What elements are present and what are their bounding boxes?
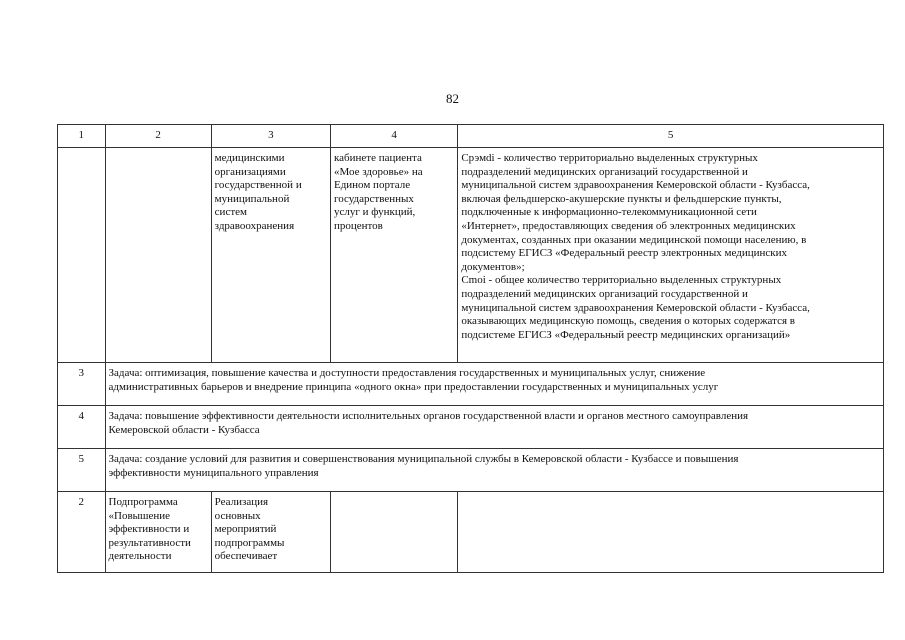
indicators-table bbox=[57, 124, 884, 573]
task-text bbox=[105, 363, 883, 406]
task-row bbox=[58, 406, 884, 449]
text-line: Кемеровской области - Кузбасса bbox=[108, 423, 260, 436]
text-line: эффективности муниципального управления bbox=[108, 466, 319, 479]
text-line: «Мое здоровье» на bbox=[333, 165, 423, 178]
text-line: обеспечивает bbox=[214, 550, 278, 563]
text-line: подсистему ЕГИСЗ «Федеральный реестр электронных медицинских bbox=[461, 247, 788, 260]
row1-col4 bbox=[330, 148, 457, 363]
row1-col5 bbox=[458, 148, 884, 363]
text-line: Cmoi - общее количество территориально выделенных структурных bbox=[461, 274, 782, 287]
last-row-col4 bbox=[330, 492, 457, 573]
text-line: Реализация bbox=[214, 496, 269, 508]
row1-col3 bbox=[211, 148, 330, 363]
text-line: муниципальной систем здравоохранения Кемеровской области - Кузбасса, bbox=[461, 301, 810, 314]
task-text bbox=[105, 449, 883, 492]
text-line: административных барьеров и внедрение принципа «одного окна» при предоставлении государственных и муниципальных услуг bbox=[108, 380, 719, 393]
text-line: медицинскими bbox=[214, 152, 285, 164]
text-line: муниципальной систем здравоохранения Кемеровской области - Кузбасса, bbox=[461, 179, 810, 192]
table-header-row bbox=[58, 125, 884, 148]
text-line: подсистеме ЕГИСЗ «Федеральный реестр медицинских организаций» bbox=[461, 328, 791, 341]
text-line: оказывающих медицинскую помощь, сведения о которых содержатся в bbox=[461, 315, 795, 328]
task-number: 5 bbox=[58, 449, 106, 492]
row1-col2 bbox=[105, 148, 211, 363]
text-line: кабинете пациента bbox=[333, 152, 422, 164]
text-line: подключенные к информационно-телекоммуникационной сети bbox=[461, 206, 757, 219]
header-cell-5: 5 bbox=[458, 125, 884, 148]
text-line: эффективности и bbox=[108, 523, 190, 536]
header-cell-3: 3 bbox=[211, 125, 330, 148]
task-number: 3 bbox=[58, 363, 106, 406]
text-line: подпрограммы bbox=[214, 536, 285, 549]
text-line: «Повышение bbox=[108, 509, 171, 522]
text-line: Задача: повышение эффективности деятельности исполнительных органов государственной власти и органов местного самоуправления bbox=[108, 410, 749, 422]
text-line: «Интернет», предоставляющих сведения об электронных медицинских bbox=[461, 219, 796, 232]
text-line: систем bbox=[214, 206, 247, 219]
table-row bbox=[58, 148, 884, 363]
text-line: Задача: создание условий для развития и совершенствования муниципальной службы в Кемеровской области - Кузбассе и повышения bbox=[108, 453, 739, 465]
task-row bbox=[58, 363, 884, 406]
row1-col1 bbox=[58, 148, 106, 363]
text-line: процентов bbox=[333, 219, 383, 232]
text-line: результативности bbox=[108, 536, 191, 549]
last-row-number: 2 bbox=[58, 492, 106, 573]
table-row bbox=[58, 492, 884, 573]
header-cell-4: 4 bbox=[330, 125, 457, 148]
text-line: государственной и bbox=[214, 179, 302, 192]
text-line: документах, созданных при оказании медицинской помощи населению, в bbox=[461, 233, 807, 246]
header-cell-2: 2 bbox=[105, 125, 211, 148]
task-number: 4 bbox=[58, 406, 106, 449]
task-text bbox=[105, 406, 883, 449]
text-line: здравоохранения bbox=[214, 219, 295, 232]
text-line: муниципальной bbox=[214, 192, 290, 205]
text-line: документов»; bbox=[461, 260, 525, 273]
text-line: Едином портале bbox=[333, 179, 411, 192]
text-line: деятельности bbox=[108, 550, 172, 563]
text-line: основных bbox=[214, 509, 261, 522]
task-row bbox=[58, 449, 884, 492]
text-line: включая фельдшерско-акушерские пункты и фельдшерские пункты, bbox=[461, 192, 782, 205]
text-line: Подпрограмма bbox=[108, 496, 178, 508]
text-line: Срэмdi - количество территориально выделенных структурных bbox=[461, 152, 758, 164]
text-line: Задача: оптимизация, повышение качества и доступности предоставления государственных и муниципальных услуг, снижение bbox=[108, 367, 706, 379]
text-line: услуг и функций, bbox=[333, 206, 416, 219]
header-cell-1: 1 bbox=[58, 125, 106, 148]
last-row-col2 bbox=[105, 492, 211, 573]
text-line: подразделений медицинских организаций государственной и bbox=[461, 287, 748, 300]
page-number: 82 bbox=[446, 91, 459, 106]
last-row-col3 bbox=[211, 492, 330, 573]
last-row-col5 bbox=[458, 492, 884, 573]
text-line: подразделений медицинских организаций государственной и bbox=[461, 165, 748, 178]
text-line: государственных bbox=[333, 192, 414, 205]
text-line: мероприятий bbox=[214, 523, 277, 536]
text-line: организациями bbox=[214, 165, 286, 178]
